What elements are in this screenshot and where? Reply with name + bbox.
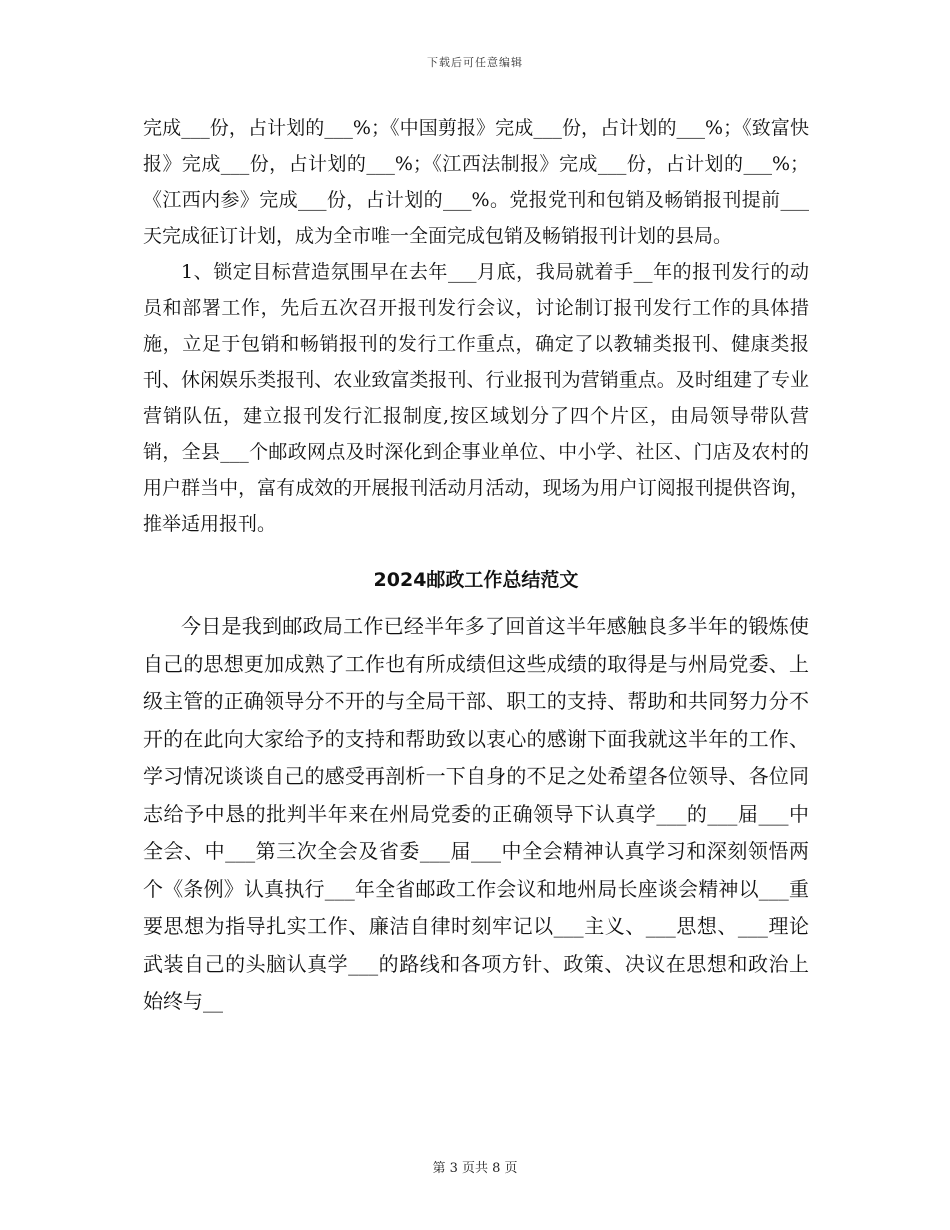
page-header: 下载后可任意编辑 <box>427 56 523 69</box>
page-number: 第 3 页共 8 页 <box>432 1161 518 1176</box>
paragraph-target-setting: 1、锁定目标营造氛围早在去年___月底，我局就着手__年的报刊发行的动员和部署工作，先后五次召开报刊发行会议，讨论制订报刊发行工作的具体措施，立足于包销和畅销报刊的发行工作重点，确定了以教辅类报刊、健康类报刊、休闲娱乐类报刊、农业致富类报刊、行业报刊为营销重点。及时组建了专业营销队伍，建立报刊发行汇报制度,按区域划分了四个片区，由局领导带队营销，全县___个邮政网点及时深化到企事业单位、中小学、社区、门店及农村的用户群当中，富有成效的开展报刊活动月活动，现场为用户订阅报刊提供咨询，推举适用报刊。 <box>143 261 809 535</box>
paragraph-work-summary: 今日是我到邮政局工作已经半年多了回首这半年感触良多半年的锻炼使自己的思想更加成熟了工作也有所成绩但这些成绩的取得是与州局党委、上级主管的正确领导分不开的与全局干部、职工的支持、帮助和共同努力分不开的在此向大家给予的支持和帮助致以衷心的感谢下面我就这半年的工作、学习情况谈谈自己的感受再剖析一下自身的不足之处希望各位领导、各位同志给予中恳的批判半年来在州局党委的正确领导下认真学___的___届___中全会、中___第三次全会及省委___届___中全会精神认真学习和深刻领悟两个《条例》认真执行___年全省邮政工作会议和地州局长座谈会精神以___重要思想为指导扎实工作、廉洁自律时刻牢记以___主义、___思想、___理论武装自己的头脑认真学___的路线和各项方针、政策、决议在思想和政治上始终与__ <box>143 614 809 1013</box>
paragraph-circulation-results: 完成___份，占计划的___%；《中国剪报》完成___份，占计划的___%；《致富快报》完成___份，占计划的___%；《江西法制报》完成___份，占计划的___%；《江西内参》完成___份，占计划的___%。党报党刊和包销及畅销报刊提前___天完成征订计划，成为全市唯一全面完成包销及畅销报刊计划的县局。 <box>143 117 809 247</box>
document-body <box>143 110 809 1021</box>
section-title: 2024邮政工作总结范文 <box>373 569 579 591</box>
